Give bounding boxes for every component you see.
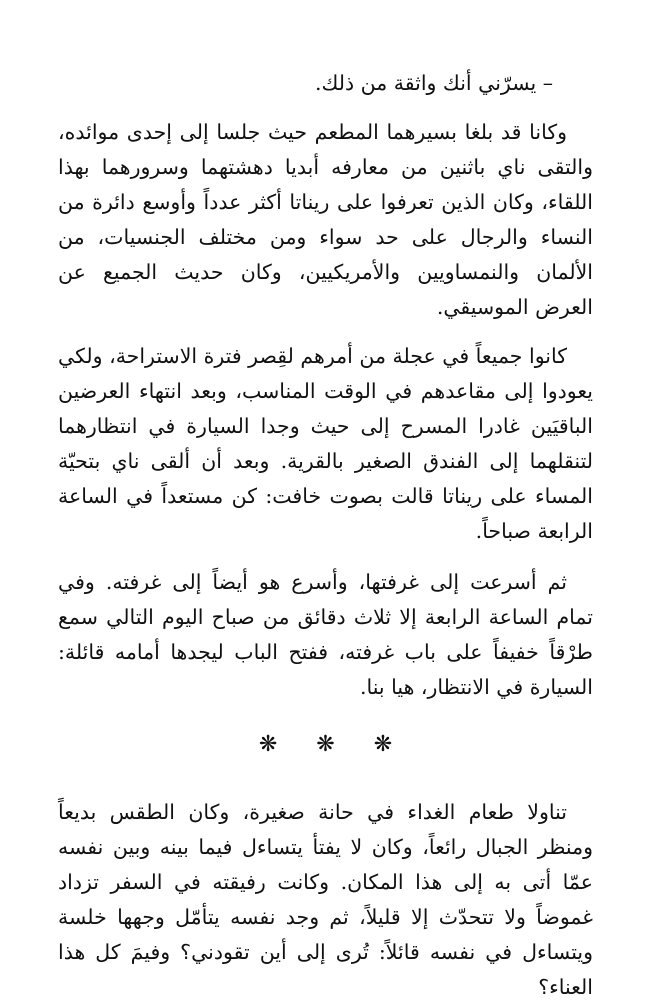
section-separator: ❋ ❋ ❋ (258, 732, 409, 757)
paragraph-morning: ثم أسرعت إلى غرفتها، وأسرع هو أيضاً إلى غرفته. وفي تمام الساعة الرابعة إلا ثلاث دقائق من صباح اليوم التالي سمع طرْقاً خفيفاً على باب غرفته، ففتح الباب ليجدها أمامه قائلة: السيارة في الانتظار، هيا بنا. (58, 570, 593, 699)
paragraph-dialogue: – يسرّني أنك واثقة من ذلك. (314, 71, 553, 95)
paragraph-intermission: كانوا جميعاً في عجلة من أمرهم لقِصر فترة الاستراحة، ولكي يعودوا إلى مقاعدهم في الوقت المناسب، وبعد انتهاء العرضين الباقيَين غادرا المسرح إلى حيث وجدا السيارة في انتظارهما لتنقلهما إلى الفندق الصغير بالقرية. وبعد أن ألقى ناي بتحيّة المساء على ريناتا قالت بصوت خافت: كن مستعداً في الساعة الرابعة صباحاً. (58, 344, 593, 543)
paragraph-lunch: تناولا طعام الغداء في حانة صغيرة، وكان الطقس بديعاً ومنظر الجبال رائعاً، وكان لا يفتأ يتساءل فيما بينه وبين نفسه عمّا أتى به إلى هذا المكان. وكانت رفيقته في السفر تزداد غموضاً ولا تتحدّث إلا قليلاً، ثم وجد نفسه يتأمّل وجهها خلسة ويتساءل في نفسه قائلاً: تُرى إلى أين تقودني؟ وفيمَ كل هذا العناء؟ (58, 800, 593, 999)
paragraph-restaurant: وكانا قد بلغا بسيرهما المطعم حيث جلسا إلى إحدى موائده، والتقى ناي باثنين من معارفه أبديا دهشتهما وسرورهما بهذا اللقاء، وكان الذين تعرفوا على ريناتا أكثر عدداً وأوسع دائرة من النساء والرجال على حد سواء ومن مختلف الجنسيات، من الألمان والنمساويين والأمريكيين، وكان حديث الجميع عن العرض الموسيقي. (58, 120, 593, 319)
